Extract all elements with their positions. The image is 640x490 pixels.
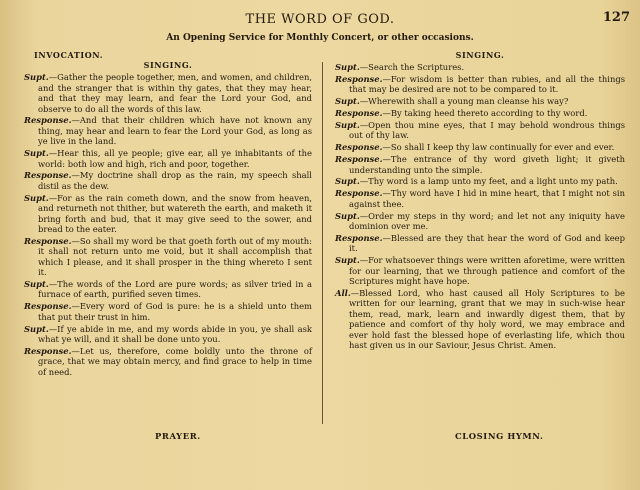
reading-text: —Let us, therefore, come boldly unto the throne of grace, that we may obtain mercy, and find grace to help in time of need. — [38, 345, 312, 377]
reading-text: —By taking heed thereto according to thy word. — [382, 108, 588, 119]
reading-text: —Blessed are they that hear the word of God and keep it. — [349, 233, 625, 254]
speaker-label: Response. — [335, 73, 383, 84]
reading-entry — [335, 211, 625, 232]
speaker-label: Supt. — [335, 176, 360, 187]
reading-text: —Search the Scriptures. — [359, 61, 465, 72]
invocation-heading: INVOCATION. — [34, 50, 104, 60]
speaker-label: Supt. — [24, 148, 49, 159]
speaker-label: Supt. — [24, 192, 49, 203]
reading-entry — [24, 148, 312, 169]
reading-entry — [335, 142, 625, 152]
reading-text: —If ye abide in me, and my words abide in you, ye shall ask what ye will, and it shall be done unto you. — [38, 323, 312, 345]
reading-entry — [24, 301, 312, 322]
reading-text: —The words of the Lord are pure words; as silver tried in a furnace of earth, purified seven times. — [38, 279, 312, 300]
reading-text: —Thy word is a lamp unto my feet, and a light unto my path. — [359, 176, 618, 187]
speaker-label: Response. — [24, 170, 72, 181]
left-responsive-readings — [24, 72, 312, 377]
speaker-label: Supt. — [335, 255, 360, 266]
prayer-heading: PRAYER. — [155, 431, 201, 441]
speaker-label: Response. — [335, 154, 383, 165]
reading-text: —And that their children which have not known any thing, may hear and learn to fear the Lord your God, as long as ye live in the land. — [38, 115, 312, 147]
page-subtitle: An Opening Service for Monthly Concert, or other occasions. — [166, 33, 474, 43]
reading-text: —For wisdom is better than rubies, and all the things that may be desired are not to be compared to it. — [349, 73, 625, 95]
speaker-label: Response. — [335, 188, 383, 199]
speaker-label: Response. — [335, 108, 383, 119]
reading-entry — [335, 108, 625, 118]
reading-entry — [335, 255, 625, 286]
reading-text: —So shall my word be that goeth forth out of my mouth: it shall not return unto me void, but it shall accomplish that which I please, and it shall prosper in the thing whereto I sent it. — [38, 235, 312, 278]
reading-text: —Open thou mine eyes, that I may behold wondrous things out of thy law. — [349, 119, 625, 141]
speaker-label: Supt. — [24, 323, 49, 334]
reading-entry — [335, 188, 625, 209]
speaker-label: Response. — [335, 142, 383, 153]
reading-text: —Blessed Lord, who hast caused all Holy Scriptures to be written for our learning, grant that we may in such-wise hear them, read, mark, learn and inwardly digest them, that by patience and comfort of thy holy word, we may embrace and ever hold fast the blessed hope of everlasting life, which thou hast given us in our Saviour, Jesus Christ. Amen. — [349, 288, 625, 351]
reading-text: —So shall I keep thy law continually for ever and ever. — [382, 142, 615, 153]
reading-entry — [24, 193, 312, 235]
page-number: 127 — [602, 10, 630, 25]
reading-entry — [335, 176, 625, 186]
speaker-label: Response. — [24, 235, 72, 246]
reading-text: —Thy word have I hid in mine heart, that I might not sin against thee. — [349, 188, 625, 209]
singing-heading-left: SINGING. — [143, 60, 193, 71]
speaker-label: Supt. — [335, 210, 360, 221]
left-column — [24, 50, 312, 377]
speaker-label: All. — [335, 288, 351, 299]
speaker-label: Response. — [24, 345, 72, 356]
speaker-label: Supt. — [335, 61, 360, 72]
reading-entry — [335, 154, 625, 175]
reading-text: —The entrance of thy word giveth light; it giveth understanding unto the simple. — [349, 154, 625, 175]
right-column — [335, 50, 625, 350]
reading-entry — [335, 120, 625, 141]
column-divider — [322, 62, 323, 424]
reading-entry — [24, 346, 312, 377]
reading-text: —For whatsoever things were written aforetime, were written for our learning, that we through patience and comfort of the Scriptures might have hope. — [349, 255, 625, 287]
singing-heading-right: SINGING. — [455, 50, 505, 60]
speaker-label: Response. — [24, 301, 72, 312]
reading-entry — [24, 236, 312, 278]
speaker-label: Supt. — [335, 119, 360, 130]
reading-entry — [24, 324, 312, 345]
reading-entry — [24, 279, 312, 300]
reading-entry — [24, 115, 312, 146]
reading-text: —For as the rain cometh down, and the snow from heaven, and returneth not thither, but watereth the earth, and maketh it bring forth and bud, that it may give seed to the sower, and bread to the eater. — [38, 192, 312, 234]
right-responsive-readings — [335, 62, 625, 351]
speaker-label: Supt. — [335, 96, 360, 107]
reading-entry — [335, 288, 625, 350]
speaker-label: Supt. — [24, 72, 49, 83]
reading-entry — [24, 170, 312, 191]
speaker-label: Response. — [335, 233, 383, 243]
reading-text: —Hear this, all ye people; give ear, all ye inhabitants of the world: both low and high, rich and poor, together. — [38, 148, 312, 169]
reading-text: —Gather the people together, men, and women, and children, and the stranger that is within thy gates, that they may hear, and that they may learn, and fear the Lord your God, and observe to do all the words of this law. — [38, 72, 312, 114]
reading-entry — [24, 72, 312, 114]
reading-text: —Every word of God is pure: he is a shield unto them that put their trust in him. — [38, 301, 312, 322]
closing-hymn-heading: CLOSING HYMN. — [455, 431, 544, 441]
reading-text: —Order my steps in thy word; and let not any iniquity have dominion over me. — [349, 210, 625, 232]
page-title: THE WORD OF GOD. — [245, 12, 395, 27]
reading-text: —My doctrine shall drop as the rain, my speech shall distil as the dew. — [38, 170, 312, 191]
reading-entry — [335, 74, 625, 95]
speaker-label: Supt. — [24, 279, 49, 290]
speaker-label: Response. — [24, 115, 72, 126]
reading-entry — [335, 233, 625, 254]
reading-entry — [335, 96, 625, 106]
reading-entry — [335, 62, 625, 72]
reading-text: —Wherewith shall a young man cleanse his way? — [359, 96, 569, 107]
